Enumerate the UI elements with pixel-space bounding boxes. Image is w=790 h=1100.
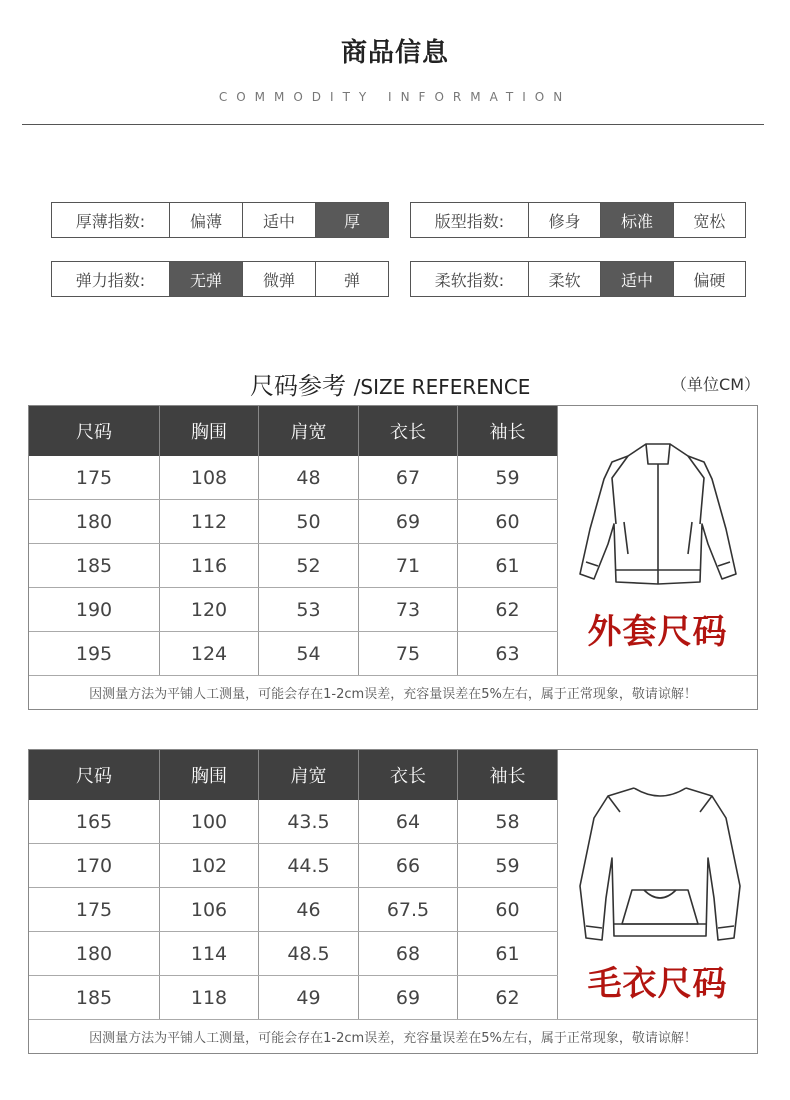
- index-label: 柔软指数:: [434, 270, 505, 290]
- index-option: 微弹: [242, 262, 315, 296]
- table-cell: 180: [29, 500, 160, 543]
- column-header: 尺码: [29, 406, 160, 456]
- page-subtitle: COMMODITY INFORMATION: [218, 90, 572, 104]
- table-cell: 48: [259, 456, 359, 499]
- table-cell: 54: [259, 632, 359, 675]
- table-cell: 66: [359, 844, 458, 887]
- index-option-selected: 适中: [600, 262, 672, 296]
- table-cell: 64: [359, 800, 458, 843]
- size-table-jacket: [28, 405, 758, 710]
- table-cell: 53: [259, 588, 359, 631]
- table-cell: 175: [29, 888, 160, 931]
- category-label: 毛衣尺码: [587, 964, 728, 1004]
- size-reference-title-en: /SIZE REFERENCE: [353, 375, 531, 399]
- table-cell: 48.5: [259, 932, 359, 975]
- index-option: 适中: [242, 203, 315, 237]
- table-cell: 120: [160, 588, 259, 631]
- table-cell: 69: [359, 500, 458, 543]
- table-cell: 60: [458, 500, 558, 543]
- table-cell: 59: [458, 844, 558, 887]
- table-cell: 75: [359, 632, 458, 675]
- table-row: [29, 456, 558, 500]
- garment-illustration-panel: [558, 750, 757, 1020]
- table-cell: 52: [259, 544, 359, 587]
- table-row: [29, 632, 558, 676]
- table-header-row: [29, 750, 558, 800]
- measurement-note: 因测量方法为平铺人工测量，可能会存在1-2cm误差，充容量误差在5%左右，属于正常现象，敬请谅解！: [89, 687, 697, 702]
- table-cell: 49: [259, 976, 359, 1019]
- table-cell: 195: [29, 632, 160, 675]
- sweater-icon: [572, 778, 748, 954]
- table-cell: 102: [160, 844, 259, 887]
- table-row: [29, 544, 558, 588]
- jacket-icon: [568, 434, 748, 594]
- table-row: [29, 932, 558, 976]
- size-reference-title-cn: 尺码参考: [250, 372, 346, 400]
- size-table-sweater: [28, 749, 758, 1054]
- index-option: 弹: [315, 262, 388, 296]
- index-fit: [410, 202, 746, 238]
- table-row: [29, 976, 558, 1020]
- index-thickness: [51, 202, 389, 238]
- index-option-selected: 无弹: [169, 262, 242, 296]
- column-header: 尺码: [29, 750, 160, 800]
- column-header: 肩宽: [259, 406, 359, 456]
- table-cell: 62: [458, 976, 558, 1019]
- size-reference-title: [250, 366, 530, 401]
- column-header: 胸围: [160, 406, 259, 456]
- table-cell: 58: [458, 800, 558, 843]
- table-cell: 106: [160, 888, 259, 931]
- index-label: 版型指数:: [434, 211, 505, 231]
- column-header: 衣长: [359, 406, 458, 456]
- table-row: [29, 888, 558, 932]
- measurement-note: 因测量方法为平铺人工测量，可能会存在1-2cm误差，充容量误差在5%左右，属于正常现象，敬请谅解！: [89, 1031, 697, 1046]
- table-cell: 43.5: [259, 800, 359, 843]
- table-cell: 112: [160, 500, 259, 543]
- table-cell: 46: [259, 888, 359, 931]
- index-option-selected: 厚: [315, 203, 388, 237]
- table-cell: 185: [29, 544, 160, 587]
- table-cell: 69: [359, 976, 458, 1019]
- column-header: 袖长: [458, 406, 558, 456]
- column-header: 袖长: [458, 750, 558, 800]
- column-header: 胸围: [160, 750, 259, 800]
- table-cell: 44.5: [259, 844, 359, 887]
- table-cell: 118: [160, 976, 259, 1019]
- table-cell: 180: [29, 932, 160, 975]
- index-option: 柔软: [528, 262, 600, 296]
- table-row: [29, 500, 558, 544]
- table-cell: 61: [458, 544, 558, 587]
- page-title: 商品信息: [340, 38, 449, 68]
- table-cell: 68: [359, 932, 458, 975]
- table-cell: 60: [458, 888, 558, 931]
- column-header: 肩宽: [259, 750, 359, 800]
- index-option: 偏硬: [673, 262, 745, 296]
- table-cell: 114: [160, 932, 259, 975]
- table-cell: 108: [160, 456, 259, 499]
- table-cell: 59: [458, 456, 558, 499]
- index-elasticity: [51, 261, 389, 297]
- table-cell: 63: [458, 632, 558, 675]
- table-cell: 190: [29, 588, 160, 631]
- index-option: 偏薄: [169, 203, 242, 237]
- table-row: [29, 844, 558, 888]
- table-cell: 185: [29, 976, 160, 1019]
- table-cell: 124: [160, 632, 259, 675]
- table-cell: 170: [29, 844, 160, 887]
- index-label: 厚薄指数:: [75, 211, 146, 231]
- index-option: 修身: [528, 203, 600, 237]
- index-label: 弹力指数:: [75, 270, 146, 290]
- table-cell: 67.5: [359, 888, 458, 931]
- table-cell: 62: [458, 588, 558, 631]
- index-option-selected: 标准: [600, 203, 672, 237]
- index-option: 宽松: [673, 203, 745, 237]
- garment-illustration-panel: [558, 406, 757, 676]
- table-cell: 73: [359, 588, 458, 631]
- index-softness: [410, 261, 746, 297]
- category-label: 外套尺码: [587, 612, 728, 652]
- table-cell: 116: [160, 544, 259, 587]
- table-row: [29, 800, 558, 844]
- table-row: [29, 588, 558, 632]
- unit-label: （单位CM）: [671, 375, 760, 394]
- table-cell: 100: [160, 800, 259, 843]
- table-header-row: [29, 406, 558, 456]
- table-cell: 175: [29, 456, 160, 499]
- table-cell: 165: [29, 800, 160, 843]
- table-cell: 50: [259, 500, 359, 543]
- column-header: 衣长: [359, 750, 458, 800]
- table-cell: 61: [458, 932, 558, 975]
- table-cell: 71: [359, 544, 458, 587]
- table-cell: 67: [359, 456, 458, 499]
- title-divider: [22, 124, 764, 125]
